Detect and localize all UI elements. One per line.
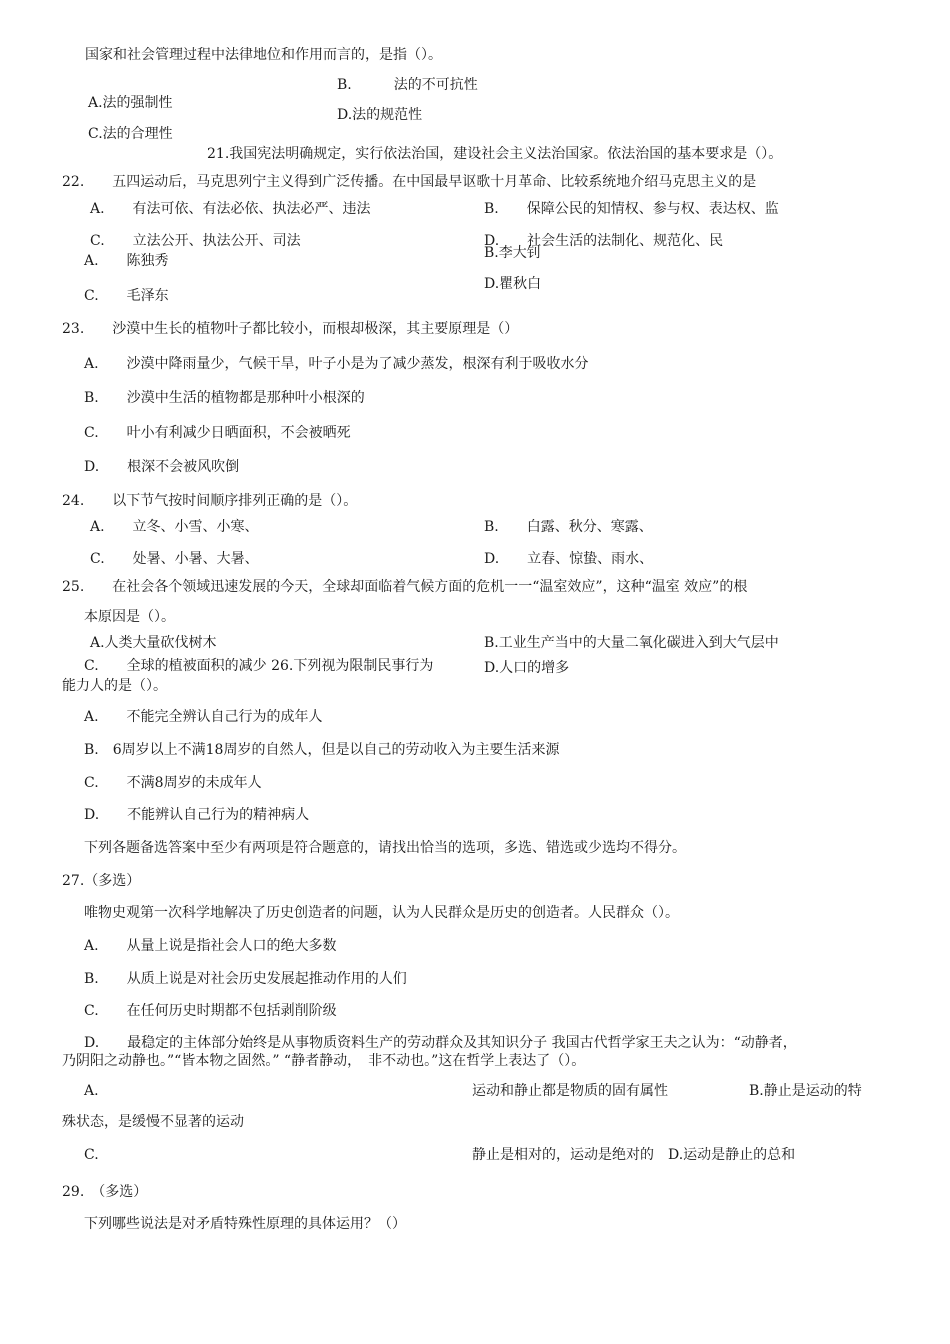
q28-option-c-d: 静止是相对的，运动是绝对的 D.运动是静止的总和: [472, 1147, 796, 1163]
q20-option-d: D.法的规范性: [337, 107, 423, 123]
q25-option-b: B.工业生产当中的大量二氧化碳进入到大气层中: [484, 635, 779, 651]
q21-option-a: A. 有法可依、有法必依、执法必严、违法: [90, 201, 371, 217]
q27-label: 27.（多选）: [62, 873, 141, 889]
q25-stem-line1: 25. 在社会各个领域迅速发展的今天，全球却面临着气候方面的危机一一“温室效应”，这种“温室 效应”的根: [62, 579, 748, 595]
q24-option-a: A. 立冬、小雪、小寒、: [90, 519, 259, 535]
q29-stem: 下列哪些说法是对矛盾特殊性原理的具体运用？（）: [84, 1216, 406, 1232]
q23-option-b: B. 沙漠中生活的植物都是那种叶小根深的: [84, 390, 365, 406]
q23-stem: 23. 沙漠中生长的植物叶子都比较小，而根却极深，其主要原理是（）: [62, 321, 519, 337]
q25-option-c: C. 全球的植被面积的减少 26.下列视为限制民事行为: [84, 658, 434, 674]
q24-option-d: D. 立春、惊蛰、雨水、: [484, 551, 654, 567]
q28-option-b-tail: 殊状态，是缓慢不显著的运动: [62, 1114, 244, 1130]
q26-stem-tail: 能力人的是（）。: [62, 678, 167, 694]
q25-option-a: A.人类大量砍伐树木: [90, 635, 217, 651]
q27-option-a: A. 从量上说是指社会人口的绝大多数: [84, 938, 337, 954]
q25-option-d: D.人口的增多: [484, 660, 570, 676]
q26-option-c: C. 不满8周岁的未成年人: [84, 775, 262, 791]
q27-option-d: D. 最稳定的主体部分始终是从事物质资料生产的劳动群众及其知识分子 我国古代哲学家王夫之认为：“动静者，: [84, 1035, 797, 1051]
q27-option-c: C. 在任何历史时期都不包括剥削阶级: [84, 1003, 337, 1019]
q22-option-b: B.李大钊: [484, 245, 541, 261]
q22-option-d: D.瞿秋白: [484, 276, 542, 292]
q25-stem-line2: 本原因是（）。: [84, 609, 175, 625]
q28-option-c-label: C.: [84, 1147, 99, 1163]
q21-option-b: B. 保障公民的知情权、参与权、表达权、监: [484, 201, 779, 217]
q24-option-c: C. 处暑、小暑、大暑、: [90, 551, 259, 567]
q27-option-b: B. 从质上说是对社会历史发展起推动作用的人们: [84, 971, 407, 987]
q22-option-c: C. 毛泽东: [84, 288, 169, 304]
q23-option-c: C. 叶小有利减少日晒面积，不会被晒死: [84, 425, 351, 441]
q21-option-c: C. 立法公开、执法公开、司法: [90, 233, 301, 249]
q29-label: 29. （多选）: [62, 1184, 148, 1200]
q28-option-a-label: A.: [84, 1083, 99, 1099]
q24-stem: 24. 以下节气按时间顺序排列正确的是（）。: [62, 493, 358, 509]
q20-stem-tail: 国家和社会管理过程中法律地位和作用而言的，是指（）。: [85, 47, 442, 63]
q22-option-a: A. 陈独秀: [84, 253, 169, 269]
q26-option-a: A. 不能完全辨认自己行为的成年人: [84, 709, 323, 725]
q20-option-b: B. 法的不可抗性: [337, 77, 478, 93]
q28-option-a: 运动和静止都是物质的固有属性: [472, 1083, 668, 1099]
q24-option-b: B. 白露、秋分、寒露、: [484, 519, 653, 535]
q23-option-d: D. 根深不会被风吹倒: [84, 459, 240, 475]
q27-stem: 唯物史观第一次科学地解决了历史创造者的问题，认为人民群众是历史的创造者。人民群众（）。: [84, 905, 679, 921]
q22-stem: 22. 五四运动后，马克思列宁主义得到广泛传播。在中国最早讴歌十月革命、比较系统地介绍马克思主义的是: [62, 174, 757, 190]
q20-option-a: A.法的强制性: [88, 95, 173, 111]
q26-option-d: D. 不能辨认自己行为的精神病人: [84, 807, 310, 823]
q26-option-b: B. 6周岁以上不满18周岁的自然人，但是以自己的劳动收入为主要生活来源: [84, 742, 560, 758]
q20-option-c: C.法的合理性: [88, 126, 173, 142]
q28-option-b-head: B.静止是运动的特: [749, 1083, 862, 1099]
q28-stem-tail: 乃阴阳之动静也。”“皆本物之固然。” “静者静动， 非不动也。”这在哲学上表达了（）。: [62, 1053, 586, 1069]
q21-option-d: D. 社会生活的法制化、规范化、民: [484, 233, 724, 249]
q21-stem: 21.我国宪法明确规定，实行依法治国，建设社会主义法治国家。依法治国的基本要求是（）。: [207, 146, 783, 162]
multi-select-instruction: 下列各题备选答案中至少有两项是符合题意的，请找出恰当的选项，多选、错选或少选均不得分。: [84, 840, 686, 856]
q23-option-a: A. 沙漠中降雨量少，气候干旱，叶子小是为了减少蒸发，根深有利于吸收水分: [84, 356, 589, 372]
